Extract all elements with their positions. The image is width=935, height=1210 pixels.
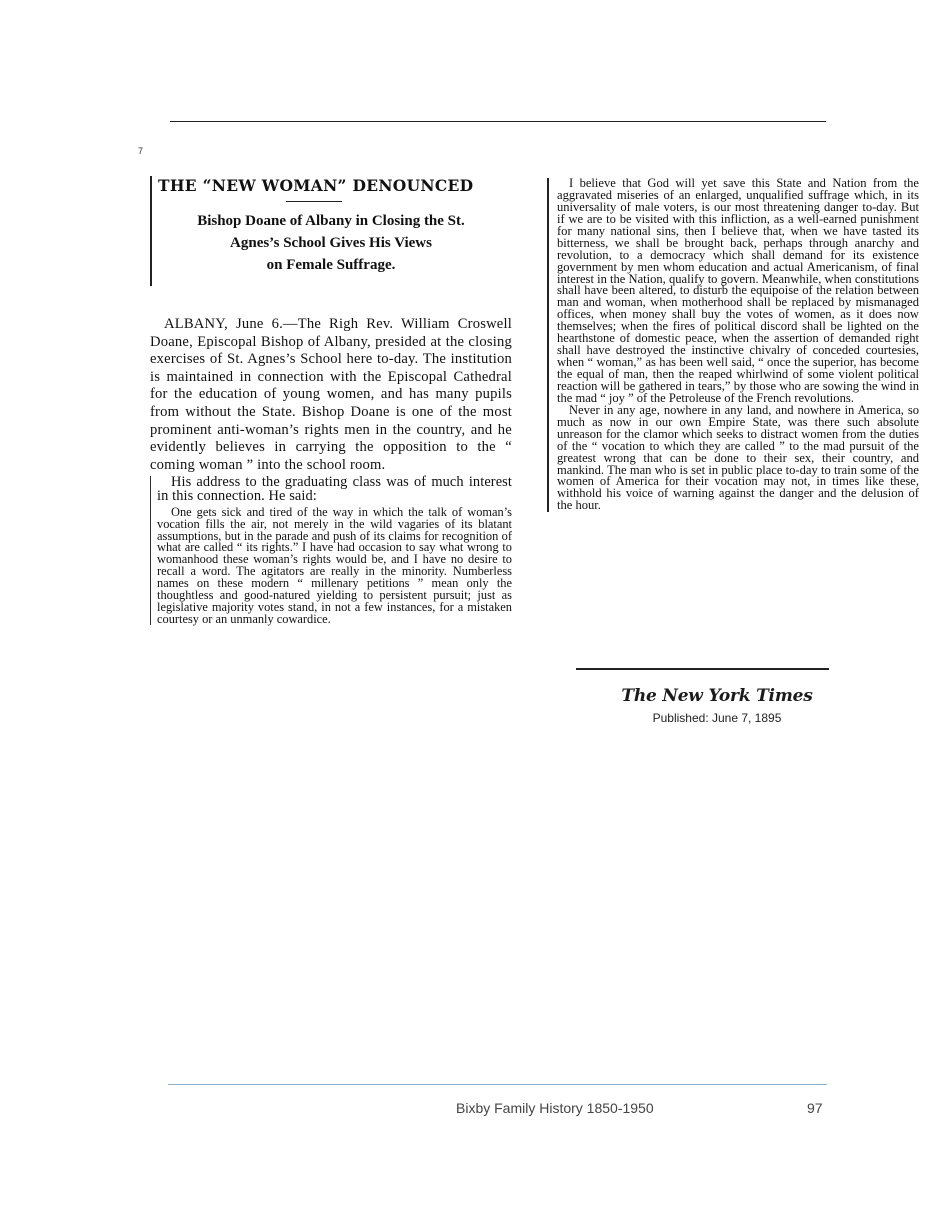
header-rule <box>170 121 826 122</box>
article-end-rule <box>576 668 829 670</box>
deck-line-2: Agnes’s School Gives His Views <box>230 235 432 251</box>
deck-line-1: Bishop Doane of Albany in Closing the St. <box>197 213 465 229</box>
published-date: Published: June 7, 1895 <box>652 711 782 725</box>
deck-line-3: on Female Suffrage. <box>266 257 396 273</box>
headline-box <box>150 176 512 286</box>
margin-mark: 7 <box>138 146 144 156</box>
newspaper-logo: The New York Times <box>621 686 813 706</box>
page-number: 97 <box>807 1100 823 1116</box>
intro-paragraph: His address to the graduating class was of much interest in this connection. He said: <box>157 474 512 505</box>
article-deck <box>158 210 512 280</box>
article-headline: THE “NEW WOMAN” DENOUNCED <box>158 176 474 195</box>
quote-paragraph: One gets sick and tired of the way in which the talk of woman’s vocation fills the air, not merely in the wild vagaries of its blatant assumptions, but in the parade and push of its claims for recognition of what are called “ its rights.” I have had occasion to say what wrong to womanhood these woman’s rights would be, and I have no desire to recall a word. The agitators are really in the minority. Numberless names on these modern “ millenary petitions ” mean only the thoughtless and good-natured yielding to persistent pursuit; just as legislative majority votes stand, in not a few instances, for a mistaken courtesy or an unmanly cowardice. <box>157 504 512 626</box>
right-paragraph-2: Never in any age, nowhere in any land, and nowhere in America, so much as now in our own Empire State, was there such absolute unreason for the clamor which seeks to distract women from the duties of the “ vocation to which they are called ” to the mad pursuit of the greatest wrong that can be done to their sex, their country, and mankind. The man who is set in public place to-day to train some of the women of America for their vocation may not, in times like these, withhold his voice of warning against the danger and the delusion of the hour. <box>557 402 919 513</box>
article-left-column <box>150 172 512 625</box>
headline-divider <box>286 201 342 202</box>
lead-paragraph: ALBANY, June 6.—The Righ Rev. William Croswell Doane, Episcopal Bishop of Albany, presided at the closing exercises of St. Agnes’s School here to-day. The institution is maintained in connection with the Episcopal Cathedral for the education of young women, and has many pupils from without the State. Bishop Doane is one of the most prominent anti-woman’s rights men in the country, and he evidently believes in carrying the opposition to the “ coming woman ” into the school room. <box>150 316 512 473</box>
address-block <box>150 476 512 625</box>
footer-title: Bixby Family History 1850-1950 <box>456 1100 654 1116</box>
footer-rule <box>168 1084 827 1085</box>
article-right-column <box>547 178 919 512</box>
right-paragraph-1: I believe that God will yet save this State and Nation from the aggravated miseries of an enlarged, unqualified suffrage which, in its universality of male voters, is our most threatening danger to-day. But if we are to be visited with this infliction, as a well-earned punishment for many national sins, then I believe that, when we have tasted its bitterness, we shall be brought back, perhaps through anarchy and revolution, to a democracy which shall demand for its existence government by men whom education and actual Americanism, of final interest in the Nation, qualify to govern. Meanwhile, when constitutions shall have been altered, to disturb the equipoise of the relation between man and woman, when motherhood shall be replaced by mismanaged offices, when money shall buy the votes of women, as it does now themselves; when the fires of political discord shall be lighted on the hearthstone of domestic peace, when the assertion of demanded right shall have destroyed the instinctive chivalry of conceded courtesies, when “ woman,” as has been well said, “ once the superior, has become the equal of man, then the reaped whirlwind of some violent political reaction will be gathered in tears,” by those who are sowing the wind in the mad “ joy ” of the Petroleuse of the French revolutions. <box>557 176 919 405</box>
